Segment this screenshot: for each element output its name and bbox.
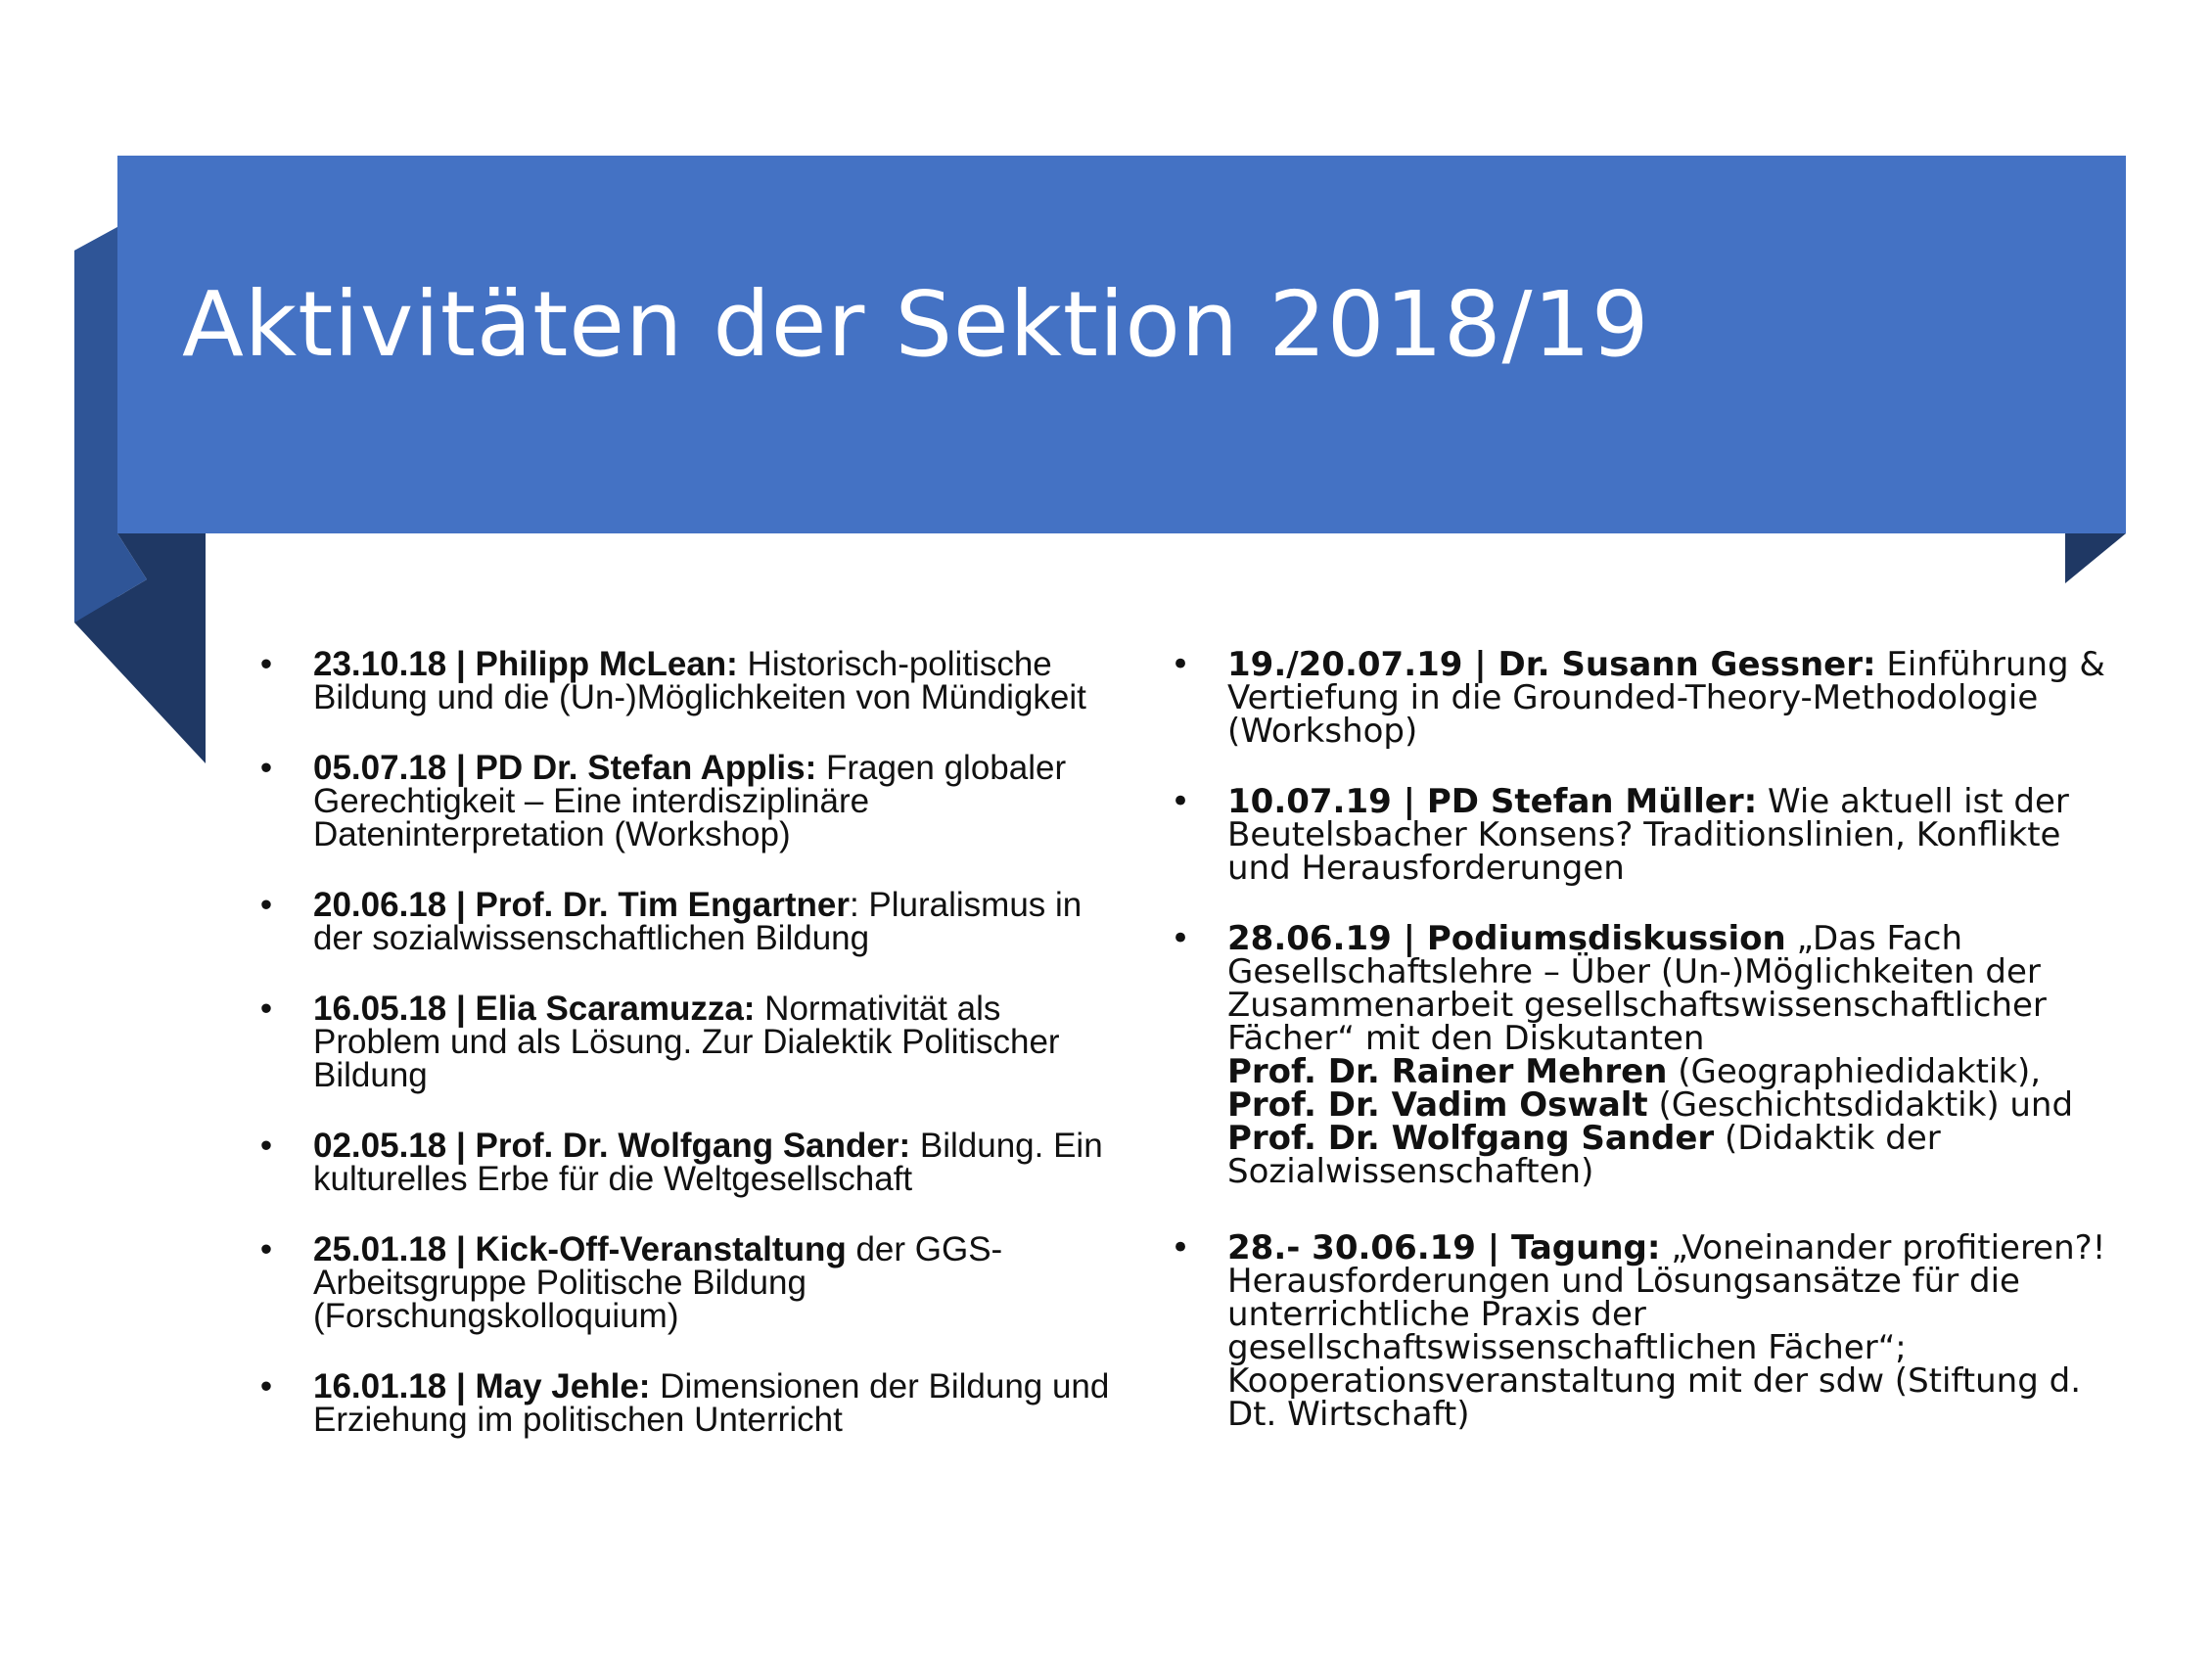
bullet-icon: • — [259, 1230, 273, 1268]
bullet-icon: • — [259, 886, 273, 924]
item-topic: Normativität als Problem und als Lösung. Zur Dialektik Politischer Bildung — [313, 990, 1060, 1094]
item-topic: Einführung & Vertiefung in die Grounded-Theory-Methodologie (Workshop) — [1227, 645, 2105, 751]
item-date-speaker: 25.01.18 | Kick-Off-Veranstaltung — [313, 1230, 847, 1268]
item-topic: Wie aktuell ist der Beutelsbacher Konsens? Traditionslinien, Konflikte und Herausforderungen — [1227, 782, 2069, 888]
list-item — [256, 992, 1128, 1092]
list-item — [256, 749, 1128, 853]
bullet-icon: • — [259, 645, 273, 683]
list-item — [1171, 1228, 2130, 1434]
item-topic: „Voneinander profitieren?! Herausforderungen und Lösungsansätze für die unterrichtliche Praxis der gesellschaftswissenschaftlichen Fächer“; Kooperationsveranstaltung mit der sdw (Stiftung d. Dt. Wirtschaft) — [1227, 1228, 2106, 1434]
item-date-speaker: 16.05.18 | Elia Scaramuzza: — [313, 990, 756, 1028]
item-date-speaker: 20.06.18 | Prof. Dr. Tim Engartner — [313, 886, 850, 924]
item-date-speaker: 28.- 30.06.19 | Tagung: — [1227, 1228, 1661, 1267]
item-topic: Historisch-politische Bildung und die (Un-)Möglichkeiten von Mündigkeit — [313, 645, 1086, 716]
activities-list-2019 — [1171, 645, 2130, 1468]
ribbon-fold-right — [2065, 533, 2126, 583]
bullet-icon: • — [1171, 645, 1191, 684]
item-topic: : Pluralismus in der sozialwissenschaftlichen Bildung — [313, 886, 1083, 957]
item-date-speaker: 10.07.19 | PD Stefan Müller: — [1227, 782, 1758, 821]
list-item — [256, 1230, 1128, 1335]
panelist-name: Prof. Dr. Wolfgang Sander — [1227, 1119, 1715, 1158]
list-item — [1171, 782, 2130, 888]
item-date-speaker: 23.10.18 | Philipp McLean: — [313, 645, 738, 683]
list-item — [256, 1367, 1128, 1439]
item-date-speaker: 28.06.19 | Podiumsdiskussion — [1227, 919, 1786, 958]
bullet-icon: • — [259, 990, 273, 1028]
item-topic: Bildung. Ein kulturelles Erbe für die Weltgesellschaft — [313, 1127, 1103, 1198]
panelist-name: Prof. Dr. Vadim Oswalt — [1227, 1085, 1648, 1125]
panelist-name: Prof. Dr. Rainer Mehren — [1227, 1052, 1668, 1091]
list-item — [256, 645, 1128, 716]
list-item — [256, 886, 1128, 957]
bullet-icon: • — [259, 1127, 273, 1165]
item-date-speaker: 05.07.18 | PD Dr. Stefan Applis: — [313, 749, 817, 787]
item-topic: Dimensionen der Bildung und Erziehung im politischen Unterricht — [313, 1367, 1110, 1439]
item-date-speaker: 16.01.18 | May Jehle: — [313, 1367, 651, 1406]
bullet-icon: • — [1171, 919, 1191, 958]
item-topic: „Das Fach Gesellschaftslehre – Über (Un-)Möglichkeiten der Zusammenarbeit gesellschaftswissenschaftlicher Fächer“ mit den Diskutanten — [1227, 919, 2047, 1058]
bullet-icon: • — [259, 749, 273, 787]
item-date-speaker: 02.05.18 | Prof. Dr. Wolfgang Sander: — [313, 1127, 911, 1165]
list-item — [1171, 919, 2130, 1191]
bullet-icon: • — [259, 1367, 273, 1406]
activities-list-2018 — [256, 645, 1128, 1474]
item-date-speaker: 19./20.07.19 | Dr. Susann Gessner: — [1227, 645, 1876, 684]
list-item — [256, 1129, 1128, 1196]
list-item — [1171, 645, 2130, 751]
item-topic: der GGS-Arbeitsgruppe Politische Bildung (Forschungskolloquium) — [313, 1230, 1003, 1335]
panelist-field: (Geographiedidaktik), — [1667, 1052, 2042, 1091]
bullet-icon: • — [1171, 782, 1191, 821]
item-topic: Fragen globaler Gerechtigkeit – Eine interdisziplinäre Dateninterpretation (Workshop) — [313, 749, 1067, 853]
panelist-field: (Didaktik der Sozialwissenschaften) — [1227, 1119, 1941, 1191]
slide-title: Aktivitäten der Sektion 2018/19 — [182, 272, 1650, 377]
panelist-field: (Geschichtsdidaktik) und — [1647, 1085, 2074, 1125]
bullet-icon: • — [1171, 1228, 1191, 1267]
